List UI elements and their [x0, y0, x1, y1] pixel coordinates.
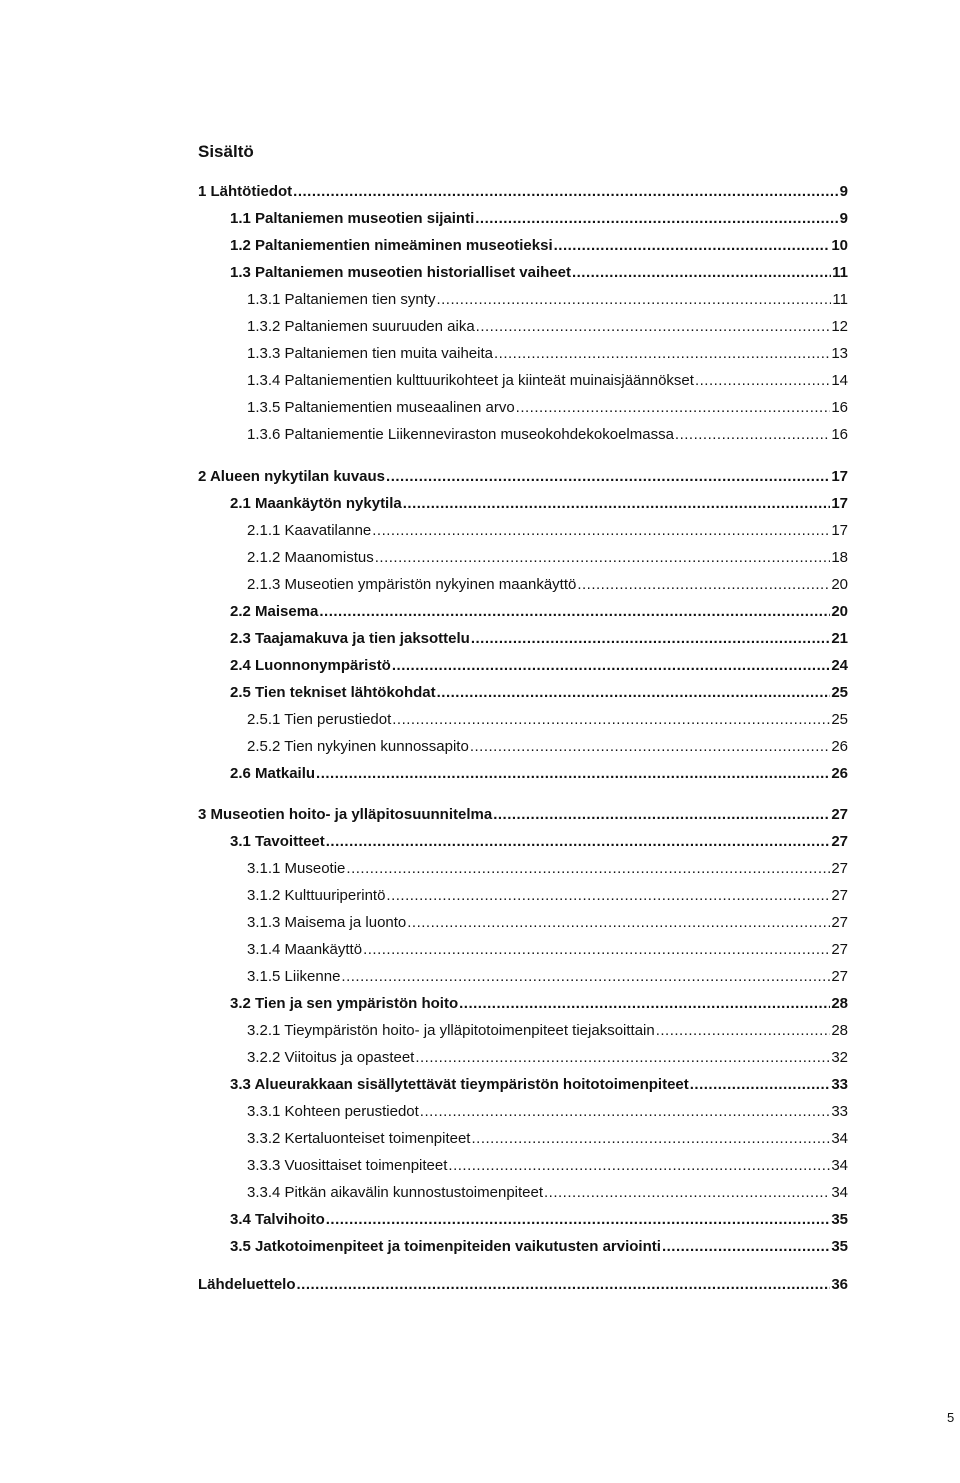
- toc-entry-page: 11: [832, 264, 848, 281]
- toc-entry[interactable]: [230, 629, 848, 649]
- toc-leader-dots: [326, 1210, 831, 1230]
- toc-entry[interactable]: [247, 913, 848, 933]
- toc-entry[interactable]: [230, 209, 848, 229]
- toc-entry-label: 1.3.6 Paltaniementie Liikenneviraston museokohdekokoelmassa: [247, 426, 674, 443]
- toc-leader-dots: [415, 1048, 830, 1068]
- toc-leader-dots: [407, 913, 830, 933]
- toc-entry-label: 1.3.2 Paltaniemen suuruuden aika: [247, 318, 475, 335]
- toc-entry-page: 12: [831, 318, 848, 335]
- toc-entry-label: 2.5.2 Tien nykyinen kunnossapito: [247, 738, 469, 755]
- toc-entry-label: 3.1.1 Museotie: [247, 860, 346, 877]
- toc-leader-dots: [493, 805, 830, 825]
- toc-entry-page: 27: [831, 941, 848, 958]
- toc-entry-page: 10: [831, 237, 848, 254]
- toc-entry-page: 21: [831, 630, 848, 647]
- toc-entry[interactable]: [230, 764, 848, 784]
- toc-leader-dots: [346, 859, 830, 879]
- toc-entry-label: 1.2 Paltaniementien nimeäminen museotieksi: [230, 237, 553, 254]
- toc-entry[interactable]: [247, 1048, 848, 1068]
- toc-leader-dots: [420, 1102, 831, 1122]
- toc-entry[interactable]: [247, 1156, 848, 1176]
- toc-entry-label: 3.3.3 Vuosittaiset toimenpiteet: [247, 1157, 448, 1174]
- toc-entry-label: 2.1.3 Museotien ympäristön nykyinen maankäyttö: [247, 576, 577, 593]
- toc-entry[interactable]: [247, 425, 848, 445]
- toc-entry-label: 3.1.5 Liikenne: [247, 968, 341, 985]
- toc-entry[interactable]: [230, 1210, 848, 1230]
- toc-leader-dots: [554, 236, 831, 256]
- toc-leader-dots: [436, 290, 831, 310]
- toc-entry[interactable]: [247, 1102, 848, 1122]
- page-title: Sisältö: [198, 142, 254, 161]
- toc-entry[interactable]: [247, 344, 848, 364]
- toc-entry-page: 27: [831, 914, 848, 931]
- toc-entry-page: 33: [831, 1103, 848, 1120]
- toc-entry-label: Lähdeluettelo: [198, 1276, 296, 1293]
- toc-entry-page: 33: [831, 1076, 848, 1093]
- toc-leader-dots: [386, 886, 830, 906]
- toc-entry-label: 3.1.3 Maisema ja luonto: [247, 914, 407, 931]
- toc-entry-label: 3.3.4 Pitkän aikavälin kunnostustoimenpiteet: [247, 1184, 544, 1201]
- toc-entry-label: 1.3.4 Paltaniementien kulttuurikohteet ja kiinteät muinaisjäännökset: [247, 372, 694, 389]
- toc-entry-label: 3.3.2 Kertaluonteiset toimenpiteet: [247, 1130, 471, 1147]
- toc-leader-dots: [662, 1237, 830, 1257]
- toc-entry-page: 27: [831, 887, 848, 904]
- toc-entry[interactable]: [230, 494, 848, 514]
- toc-entry-page: 13: [831, 345, 848, 362]
- toc-entry-label: 3.2.2 Viitoitus ja opasteet: [247, 1049, 415, 1066]
- toc-entry[interactable]: [247, 575, 848, 595]
- toc-entry[interactable]: [230, 236, 848, 256]
- toc-entry-page: 28: [831, 995, 848, 1012]
- toc-entry[interactable]: [247, 1129, 848, 1149]
- toc-leader-dots: [326, 832, 831, 852]
- toc-entry-label: 1.3.1 Paltaniemen tien synty: [247, 291, 436, 308]
- page-number: 5: [947, 1410, 955, 1425]
- toc-entry[interactable]: [247, 548, 848, 568]
- toc-leader-dots: [392, 656, 830, 676]
- toc-entry[interactable]: [230, 1075, 848, 1095]
- toc-entry-page: 11: [832, 291, 848, 308]
- toc-entry-label: 2.1.1 Kaavatilanne: [247, 522, 372, 539]
- toc-entry[interactable]: [247, 317, 848, 337]
- toc-leader-dots: [363, 940, 830, 960]
- toc-leader-dots: [341, 967, 830, 987]
- toc-entry[interactable]: [230, 683, 848, 703]
- toc-entry[interactable]: [198, 1275, 848, 1295]
- toc-entry-page: 32: [831, 1049, 848, 1066]
- toc-entry-page: 27: [831, 806, 848, 823]
- toc-leader-dots: [471, 1129, 830, 1149]
- toc-leader-dots: [437, 683, 831, 703]
- toc-entry[interactable]: [230, 1237, 848, 1257]
- toc-leader-dots: [372, 521, 830, 541]
- toc-entry-page: 27: [831, 968, 848, 985]
- toc-entry-page: 16: [831, 399, 848, 416]
- toc-entry-page: 9: [839, 210, 848, 227]
- toc-leader-dots: [386, 467, 830, 487]
- toc-entry-label: 2.2 Maisema: [230, 603, 319, 620]
- toc-leader-dots: [471, 629, 830, 649]
- toc-leader-dots: [675, 425, 830, 445]
- toc-entry[interactable]: [230, 602, 848, 622]
- toc-leader-dots: [494, 344, 830, 364]
- toc-entry[interactable]: [247, 290, 848, 310]
- toc-entry-label: 3.3.1 Kohteen perustiedot: [247, 1103, 419, 1120]
- toc-entry-page: 18: [831, 549, 848, 566]
- toc-entry-page: 26: [831, 765, 848, 782]
- toc-entry[interactable]: [230, 656, 848, 676]
- toc-entry-label: 3.1 Tavoitteet: [230, 833, 325, 850]
- toc-entry-label: 1.3.5 Paltaniementien museaalinen arvo: [247, 399, 515, 416]
- toc-entry[interactable]: [247, 886, 848, 906]
- toc-entry[interactable]: [247, 398, 848, 418]
- toc-entry[interactable]: [247, 737, 848, 757]
- toc-entry[interactable]: [247, 940, 848, 960]
- toc-entry-label: 2.4 Luonnonympäristö: [230, 657, 391, 674]
- toc-leader-dots: [459, 994, 830, 1014]
- toc-entry[interactable]: [247, 859, 848, 879]
- toc-leader-dots: [297, 1275, 831, 1295]
- toc-entry-label: 2.3 Taajamakuva ja tien jaksottelu: [230, 630, 470, 647]
- toc-entry-label: 3 Museotien hoito- ja ylläpitosuunnitelma: [198, 806, 493, 823]
- toc-entry-label: 3.1.2 Kulttuuriperintö: [247, 887, 386, 904]
- toc-entry-label: 1.3.3 Paltaniemen tien muita vaiheita: [247, 345, 493, 362]
- toc-entry-page: 36: [831, 1276, 848, 1293]
- toc-entry-page: 28: [831, 1022, 848, 1039]
- toc-leader-dots: [403, 494, 831, 514]
- toc-entry-page: 20: [831, 603, 848, 620]
- toc-entry-page: 25: [831, 711, 848, 728]
- toc-entry[interactable]: [247, 521, 848, 541]
- toc-entry[interactable]: [247, 1021, 848, 1041]
- toc-entry-label: 1.3 Paltaniemen museotien historialliset vaiheet: [230, 264, 571, 281]
- toc-entry-label: 3.3 Alueurakkaan sisällytettävät tieympäristön hoitotoimenpiteet: [230, 1076, 689, 1093]
- toc-leader-dots: [475, 209, 838, 229]
- toc-leader-dots: [448, 1156, 830, 1176]
- toc-entry-label: 2.1 Maankäytön nykytila: [230, 495, 402, 512]
- toc-entry[interactable]: [247, 967, 848, 987]
- toc-entry-page: 14: [831, 372, 848, 389]
- toc-entry-label: 3.4 Talvihoito: [230, 1211, 325, 1228]
- toc-entry[interactable]: [198, 805, 848, 825]
- toc-entry-label: 2.6 Matkailu: [230, 765, 316, 782]
- toc-leader-dots: [656, 1021, 831, 1041]
- toc-leader-dots: [375, 548, 831, 568]
- toc-leader-dots: [695, 371, 830, 391]
- toc-entry-page: 17: [831, 468, 848, 485]
- toc-entry[interactable]: [230, 832, 848, 852]
- toc-leader-dots: [516, 398, 831, 418]
- toc-entry-page: 26: [831, 738, 848, 755]
- toc-entry-page: 34: [831, 1184, 848, 1201]
- toc-entry[interactable]: [198, 182, 848, 202]
- toc-entry[interactable]: [198, 467, 848, 487]
- toc-entry-page: 20: [831, 576, 848, 593]
- toc-entry-label: 1 Lähtötiedot: [198, 183, 293, 200]
- toc-leader-dots: [316, 764, 830, 784]
- toc-entry-label: 1.1 Paltaniemen museotien sijainti: [230, 210, 475, 227]
- toc-leader-dots: [319, 602, 830, 622]
- toc-entry-page: 27: [831, 833, 848, 850]
- toc-entry-page: 25: [831, 684, 848, 701]
- toc-entry-label: 3.2.1 Tieympäristön hoito- ja ylläpitotoimenpiteet tiejaksoittain: [247, 1022, 655, 1039]
- toc-entry-page: 35: [831, 1238, 848, 1255]
- toc-entry-page: 34: [831, 1157, 848, 1174]
- toc-leader-dots: [544, 1183, 830, 1203]
- toc-entry-label: 3.2 Tien ja sen ympäristön hoito: [230, 995, 459, 1012]
- toc-entry[interactable]: [247, 371, 848, 391]
- toc-entry[interactable]: [230, 994, 848, 1014]
- toc-entry-page: 17: [831, 495, 848, 512]
- toc-entry-label: 2.5.1 Tien perustiedot: [247, 711, 392, 728]
- toc-entry-label: 2 Alueen nykytilan kuvaus: [198, 468, 386, 485]
- toc-entry[interactable]: [247, 1183, 848, 1203]
- toc-entry-label: 2.1.2 Maanomistus: [247, 549, 374, 566]
- toc-leader-dots: [470, 737, 830, 757]
- toc-entry-page: 16: [831, 426, 848, 443]
- toc-leader-dots: [572, 263, 831, 283]
- toc-entry-label: 3.1.4 Maankäyttö: [247, 941, 363, 958]
- toc-entry[interactable]: [230, 263, 848, 283]
- toc-entry-page: 27: [831, 860, 848, 877]
- toc-leader-dots: [293, 182, 838, 202]
- toc-entry-page: 9: [839, 183, 848, 200]
- toc-entry-page: 24: [831, 657, 848, 674]
- toc-leader-dots: [476, 317, 831, 337]
- toc-leader-dots: [577, 575, 830, 595]
- toc-entry-label: 2.5 Tien tekniset lähtökohdat: [230, 684, 436, 701]
- toc-entry-page: 35: [831, 1211, 848, 1228]
- toc-leader-dots: [690, 1075, 831, 1095]
- toc-entry-page: 34: [831, 1130, 848, 1147]
- toc-entry[interactable]: [247, 710, 848, 730]
- toc-entry-label: 3.5 Jatkotoimenpiteet ja toimenpiteiden vaikutusten arviointi: [230, 1238, 661, 1255]
- toc-entry-page: 17: [831, 522, 848, 539]
- toc-leader-dots: [392, 710, 830, 730]
